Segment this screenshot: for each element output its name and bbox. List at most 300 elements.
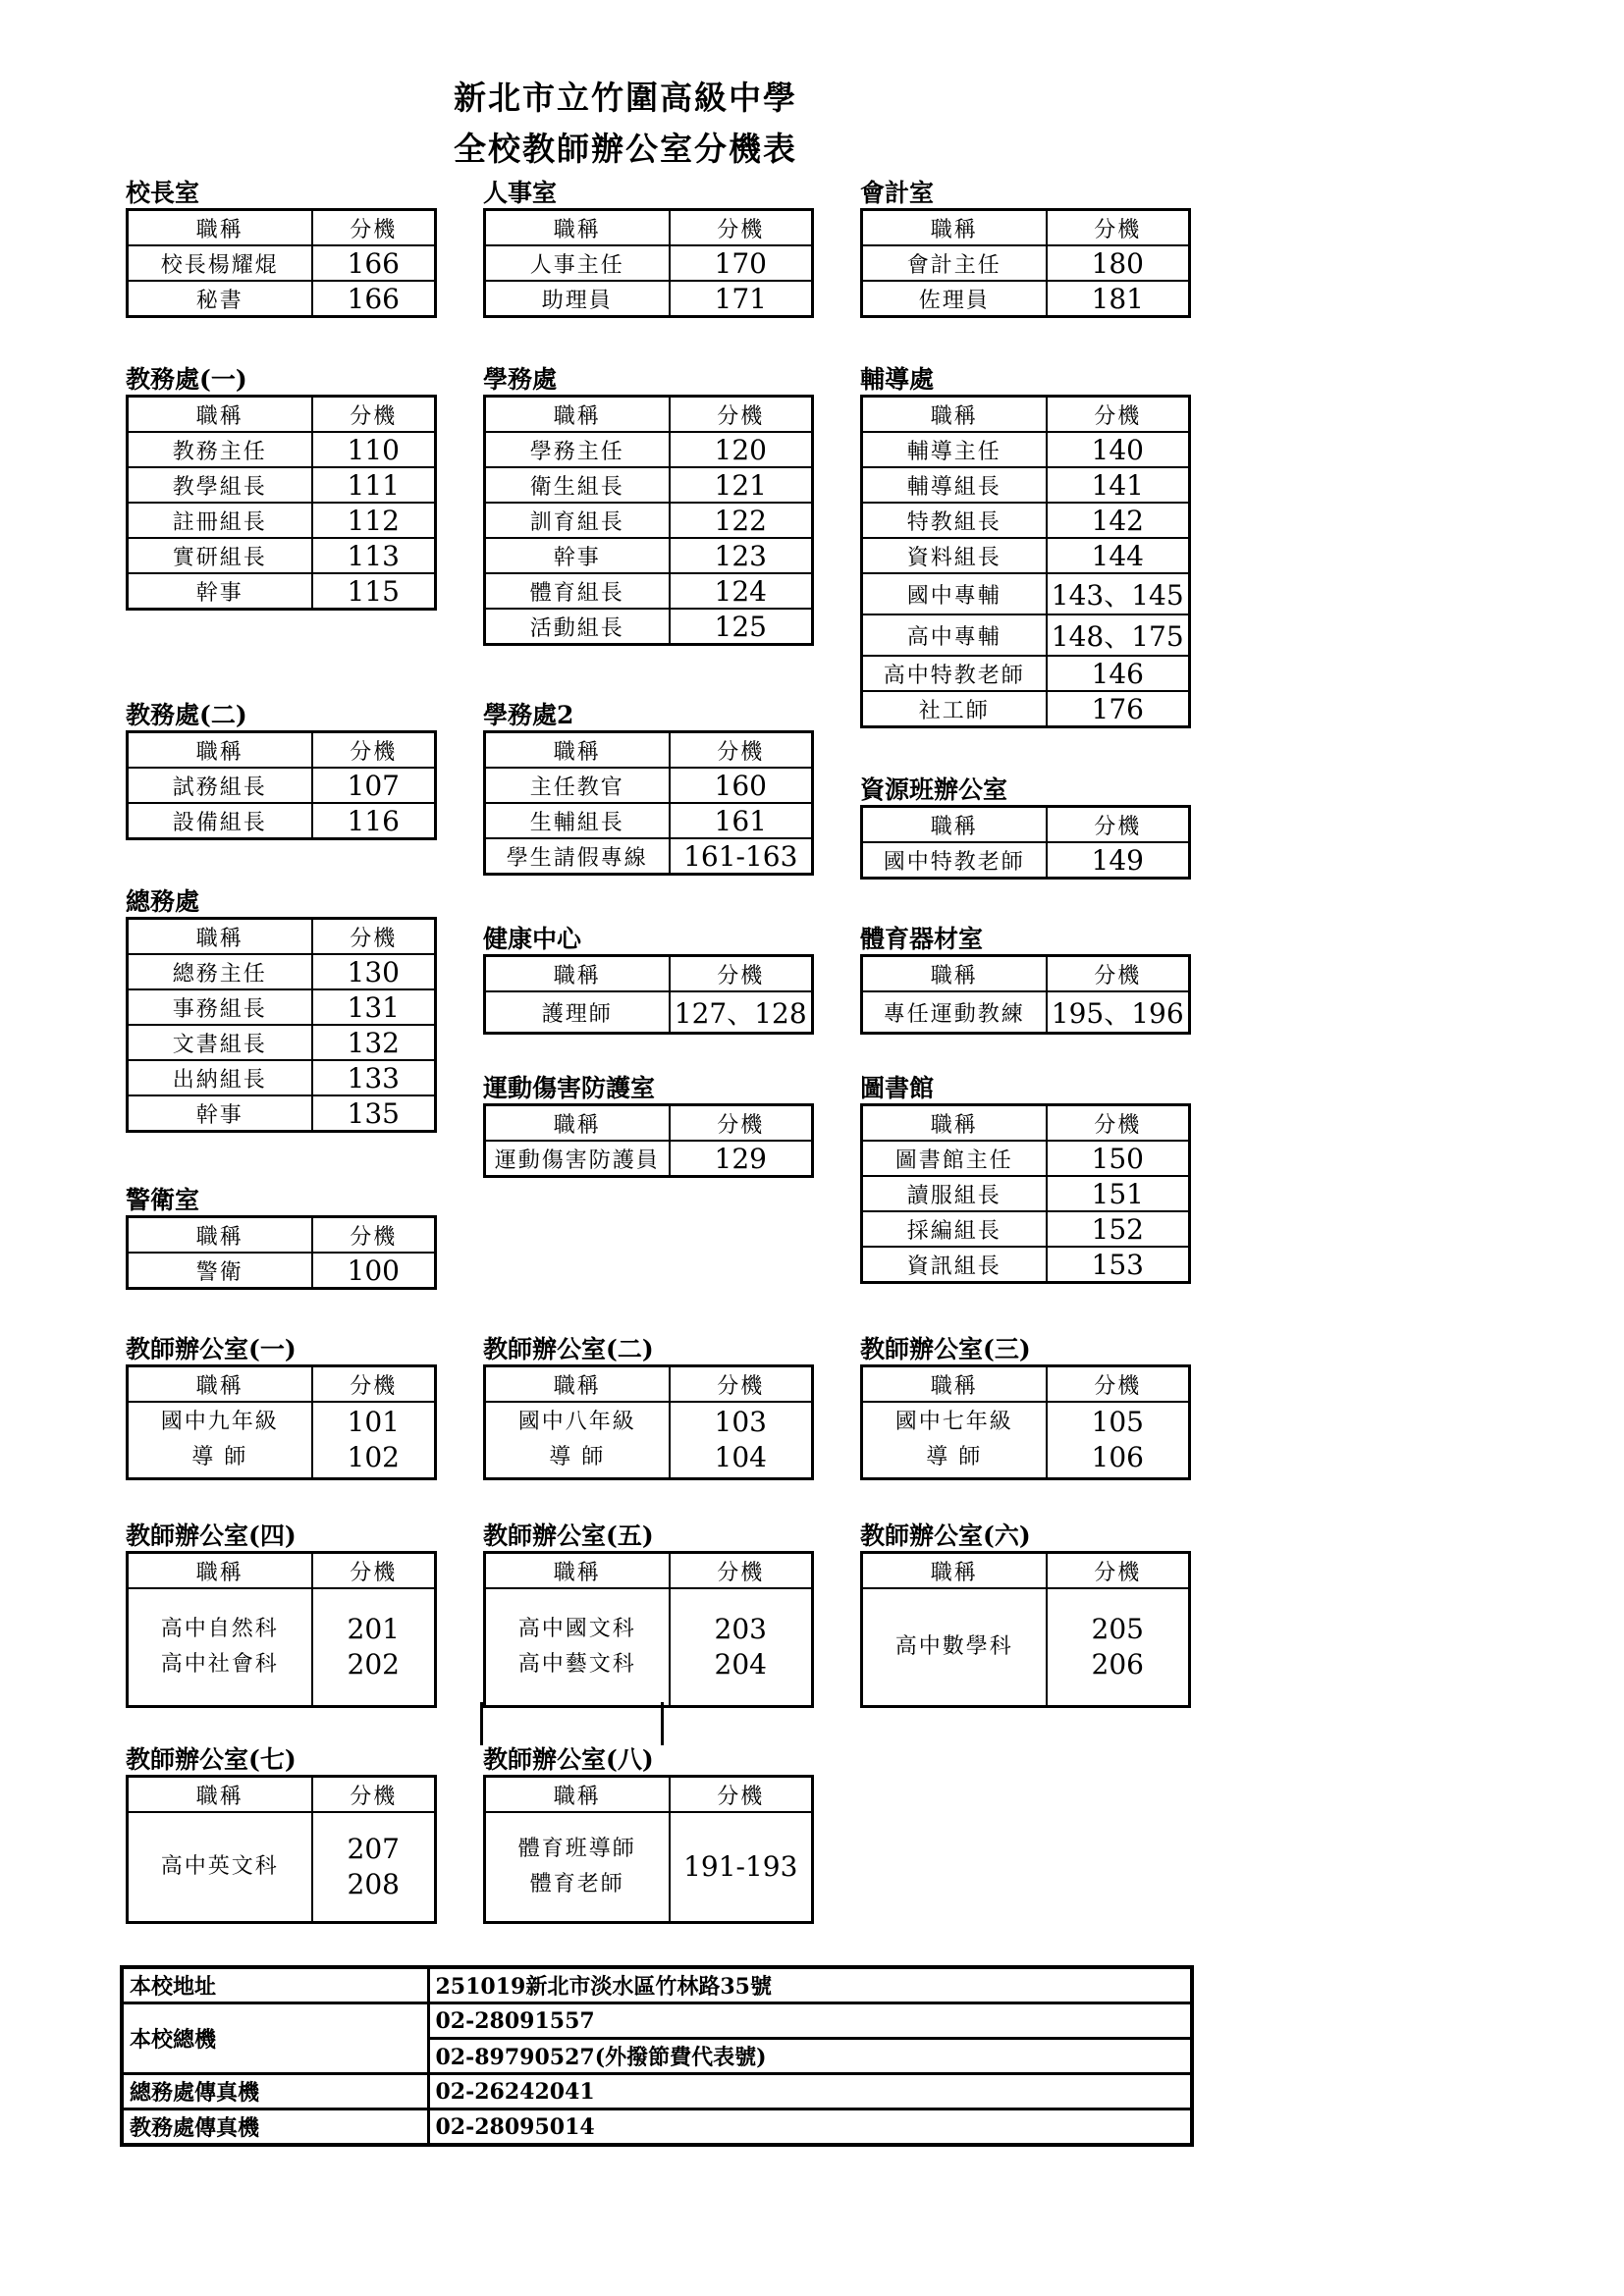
- role-cell: [862, 1402, 1047, 1479]
- table-header-row: [862, 807, 1190, 843]
- extension-cell: 161: [670, 803, 813, 838]
- section-principal: [126, 179, 437, 318]
- role-line: 國中八年級: [517, 1410, 636, 1434]
- section-title: 教師辦公室(六): [860, 1522, 1031, 1550]
- extension-line: 106: [1091, 1441, 1144, 1473]
- section-title: 教師辦公室(七): [126, 1745, 297, 1774]
- role-cell: 輔導主任: [862, 432, 1047, 467]
- role-cell: 國中特教老師: [862, 842, 1047, 879]
- extension-cell: 150: [1047, 1141, 1190, 1176]
- extension-cell: 113: [312, 538, 436, 573]
- table-row: [128, 768, 436, 803]
- extension-cell: 121: [670, 467, 813, 503]
- role-cell: 秘書: [128, 281, 312, 317]
- role-cell: 社工師: [862, 691, 1047, 727]
- role-line: 導 師: [549, 1445, 606, 1469]
- extension-cell: 143、145: [1047, 573, 1190, 614]
- role-line: 高中數學科: [894, 1634, 1013, 1659]
- table-row: [862, 573, 1190, 614]
- section-library: [860, 1074, 1191, 1284]
- header-extension: 分機: [312, 397, 436, 433]
- section-academic2: [126, 701, 437, 840]
- role-cell: 主任教官: [485, 768, 670, 803]
- table-row: [128, 1095, 436, 1132]
- table-header-row: [862, 1366, 1190, 1403]
- header-extension: 分機: [1047, 956, 1190, 992]
- table-header-row: [862, 210, 1190, 246]
- section-title: 圖書館: [860, 1074, 935, 1102]
- academic-fax-number: 02-28095014: [428, 2109, 1192, 2146]
- extension-cell: 131: [312, 989, 436, 1025]
- table-row: [862, 245, 1190, 281]
- extension-line: 201: [347, 1613, 400, 1645]
- table-row: [485, 1402, 813, 1479]
- role-cell: 實研組長: [128, 538, 312, 573]
- header-role: 職稱: [485, 1553, 670, 1589]
- extension-cell: 112: [312, 503, 436, 538]
- header-extension: 分機: [312, 1366, 436, 1403]
- role-cell: [485, 1588, 670, 1707]
- extension-line: 105: [1091, 1406, 1144, 1438]
- section-title: 總務處: [126, 887, 200, 916]
- role-cell: 警衛: [128, 1253, 312, 1289]
- header-role: 職稱: [862, 807, 1047, 843]
- table-row: [485, 503, 813, 538]
- table-header-row: [128, 1553, 436, 1589]
- extension-table: [860, 395, 1191, 728]
- role-cell: [485, 1812, 670, 1923]
- switchboard-label: 本校總機: [122, 2003, 428, 2074]
- header-extension: 分機: [312, 732, 436, 769]
- extension-cell: 120: [670, 432, 813, 467]
- table-header-row: [862, 1553, 1190, 1589]
- table-header-row: [485, 732, 813, 769]
- extension-cell: 127、128: [670, 991, 813, 1034]
- role-cell: 佐理員: [862, 281, 1047, 317]
- section-office5: [483, 1522, 814, 1708]
- role-cell: [128, 1402, 312, 1479]
- role-cell: 衛生組長: [485, 467, 670, 503]
- extension-cell: [312, 1812, 436, 1923]
- section-counseling: [860, 365, 1191, 728]
- table-row: [128, 1812, 436, 1923]
- role-line: 高中社會科: [160, 1652, 279, 1677]
- table-row: [862, 1211, 1190, 1247]
- section-title: 教師辦公室(二): [483, 1335, 654, 1363]
- extension-cell: 166: [312, 281, 436, 317]
- section-title: 教師辦公室(四): [126, 1522, 297, 1550]
- header-role: 職稱: [128, 210, 312, 246]
- table-header-row: [862, 1105, 1190, 1142]
- role-cell: 資料組長: [862, 538, 1047, 573]
- section-title: 教師辦公室(一): [126, 1335, 297, 1363]
- header-role: 職稱: [128, 397, 312, 433]
- extension-table: [860, 208, 1191, 318]
- extension-table: [483, 395, 814, 646]
- extension-table: [483, 1103, 814, 1178]
- table-row: [862, 538, 1190, 573]
- section-title: 人事室: [483, 179, 558, 207]
- extension-cell: 195、196: [1047, 991, 1190, 1034]
- table-row: [128, 467, 436, 503]
- header-extension: 分機: [1047, 1366, 1190, 1403]
- table-row: [862, 1141, 1190, 1176]
- role-cell: 讀服組長: [862, 1176, 1047, 1211]
- extension-cell: 107: [312, 768, 436, 803]
- role-cell: [128, 1588, 312, 1707]
- table-row: [862, 991, 1190, 1034]
- header-extension: 分機: [670, 1105, 813, 1142]
- role-cell: 幹事: [485, 538, 670, 573]
- document-title: 全校教師辦公室分機表: [454, 130, 797, 168]
- header-extension: 分機: [1047, 397, 1190, 433]
- extension-cell: 142: [1047, 503, 1190, 538]
- extension-line: 103: [714, 1406, 767, 1438]
- header-extension: 分機: [312, 919, 436, 955]
- table-row: [862, 281, 1190, 317]
- role-cell: 高中特教老師: [862, 656, 1047, 691]
- extension-table: [483, 1364, 814, 1480]
- role-cell: 學生請假專線: [485, 838, 670, 875]
- section-office8: [483, 1745, 814, 1924]
- table-header-row: [128, 1217, 436, 1254]
- extension-cell: [312, 1402, 436, 1479]
- role-cell: 特教組長: [862, 503, 1047, 538]
- role-cell: 人事主任: [485, 245, 670, 281]
- extension-cell: [670, 1402, 813, 1479]
- role-cell: [862, 1588, 1047, 1707]
- header-role: 職稱: [485, 732, 670, 769]
- extension-line: 203: [714, 1613, 767, 1645]
- role-cell: 教務主任: [128, 432, 312, 467]
- extension-table: [126, 1215, 437, 1290]
- section-title: 健康中心: [483, 925, 582, 953]
- extension-cell: 144: [1047, 538, 1190, 573]
- role-line: 導 師: [926, 1445, 983, 1469]
- table-row: [128, 573, 436, 610]
- table-row: [862, 1176, 1190, 1211]
- header-role: 職稱: [862, 210, 1047, 246]
- section-title: 體育器材室: [860, 925, 984, 953]
- table-row: [862, 656, 1190, 691]
- extension-table: [483, 730, 814, 876]
- role-line: 高中藝文科: [517, 1652, 636, 1677]
- role-cell: 輔導組長: [862, 467, 1047, 503]
- header-role: 職稱: [862, 1553, 1047, 1589]
- table-row: [485, 245, 813, 281]
- role-cell: 教學組長: [128, 467, 312, 503]
- academic-fax-label: 教務處傳真機: [122, 2109, 428, 2146]
- extension-cell: 176: [1047, 691, 1190, 727]
- table-row: [862, 432, 1190, 467]
- header-role: 職稱: [862, 1105, 1047, 1142]
- extension-line: 104: [714, 1441, 767, 1473]
- section-title: 會計室: [860, 179, 935, 207]
- section-title: 教務處(二): [126, 701, 247, 729]
- table-row: [128, 538, 436, 573]
- section-title: 教師辦公室(五): [483, 1522, 654, 1550]
- extension-table: [126, 1364, 437, 1480]
- extension-cell: 171: [670, 281, 813, 317]
- header-extension: 分機: [1047, 1553, 1190, 1589]
- extension-table: [126, 917, 437, 1133]
- section-office4: [126, 1522, 437, 1708]
- role-line: 高中國文科: [517, 1617, 636, 1641]
- table-row: [128, 503, 436, 538]
- extension-table: [126, 395, 437, 611]
- table-row: [128, 803, 436, 839]
- header-role: 職稱: [862, 1366, 1047, 1403]
- table-header-row: [128, 210, 436, 246]
- table-row: [485, 1588, 813, 1707]
- role-cell: 訓育組長: [485, 503, 670, 538]
- extension-cell: 135: [312, 1095, 436, 1132]
- section-title: 校長室: [126, 179, 200, 207]
- extension-cell: 141: [1047, 467, 1190, 503]
- extension-cell: 140: [1047, 432, 1190, 467]
- header-role: 職稱: [128, 1553, 312, 1589]
- extension-cell: 148、175: [1047, 614, 1190, 656]
- table-row: [862, 503, 1190, 538]
- extension-table: [126, 730, 437, 840]
- section-injury: [483, 1074, 814, 1178]
- section-student: [483, 365, 814, 646]
- role-line: 高中英文科: [160, 1854, 279, 1879]
- section-office3: [860, 1335, 1191, 1480]
- extension-table: [860, 1364, 1191, 1480]
- header-role: 職稱: [485, 956, 670, 992]
- extension-cell: 129: [670, 1141, 813, 1177]
- section-resource: [860, 775, 1191, 880]
- header-extension: 分機: [1047, 210, 1190, 246]
- extension-cell: [670, 1812, 813, 1923]
- table-row: [862, 1247, 1190, 1283]
- table-row: [128, 1402, 436, 1479]
- extension-cell: 160: [670, 768, 813, 803]
- table-row: [485, 768, 813, 803]
- section-title: 教師辦公室(八): [483, 1745, 654, 1774]
- extension-cell: 149: [1047, 842, 1190, 879]
- extension-line: 206: [1091, 1648, 1144, 1681]
- header-extension: 分機: [1047, 807, 1190, 843]
- section-title: 教務處(一): [126, 365, 247, 394]
- section-guard: [126, 1186, 437, 1290]
- role-cell: 護理師: [485, 991, 670, 1034]
- divider-line: [661, 1702, 664, 1745]
- header-extension: 分機: [312, 1553, 436, 1589]
- role-cell: 運動傷害防護員: [485, 1141, 670, 1177]
- table-row: [485, 803, 813, 838]
- switchboard-outbound-number: 02-89790527(外撥節費代表號): [428, 2039, 1192, 2074]
- header-extension: 分機: [670, 956, 813, 992]
- header-role: 職稱: [485, 397, 670, 433]
- table-header-row: [485, 1366, 813, 1403]
- table-row: [485, 573, 813, 609]
- header-role: 職稱: [128, 1777, 312, 1813]
- extension-table: [126, 1551, 437, 1708]
- extension-cell: 152: [1047, 1211, 1190, 1247]
- table-header-row: [128, 732, 436, 769]
- extension-cell: 124: [670, 573, 813, 609]
- role-cell: 高中專輔: [862, 614, 1047, 656]
- extension-table: [860, 805, 1191, 880]
- extension-cell: 125: [670, 609, 813, 645]
- table-row: [862, 467, 1190, 503]
- table-row: [862, 614, 1190, 656]
- table-header-row: [128, 1777, 436, 1813]
- role-cell: [485, 1402, 670, 1479]
- table-row: [485, 1812, 813, 1923]
- table-row: [128, 954, 436, 989]
- extension-cell: 100: [312, 1253, 436, 1289]
- table-row: [485, 1141, 813, 1177]
- section-sports-equipment: [860, 925, 1191, 1035]
- extension-line: 207: [347, 1833, 400, 1865]
- table-header-row: [862, 956, 1190, 992]
- general-fax-label: 總務處傳真機: [122, 2074, 428, 2109]
- section-student2: [483, 701, 814, 876]
- role-cell: 圖書館主任: [862, 1141, 1047, 1176]
- role-cell: 資訊組長: [862, 1247, 1047, 1283]
- table-row: [485, 609, 813, 645]
- header-extension: 分機: [670, 210, 813, 246]
- header-extension: 分機: [1047, 1105, 1190, 1142]
- role-cell: 國中專輔: [862, 573, 1047, 614]
- table-row: [128, 989, 436, 1025]
- section-title: 學務處: [483, 365, 558, 394]
- extension-cell: 122: [670, 503, 813, 538]
- extension-cell: 133: [312, 1060, 436, 1095]
- table-row: [128, 1253, 436, 1289]
- extension-cell: [1047, 1402, 1190, 1479]
- table-header-row: [485, 1777, 813, 1813]
- section-personnel: [483, 179, 814, 318]
- extension-table: [483, 1775, 814, 1924]
- table-header-row: [485, 397, 813, 433]
- table-header-row: [128, 397, 436, 433]
- address-value: 251019新北市淡水區竹林路35號: [428, 1967, 1192, 2003]
- table-header-row: [485, 1553, 813, 1589]
- role-cell: 幹事: [128, 1095, 312, 1132]
- table-row: [128, 245, 436, 281]
- section-office6: [860, 1522, 1191, 1708]
- role-line: 體育老師: [529, 1872, 624, 1896]
- table-row: [862, 842, 1190, 879]
- role-cell: 助理員: [485, 281, 670, 317]
- role-cell: 試務組長: [128, 768, 312, 803]
- extension-cell: 132: [312, 1025, 436, 1060]
- header-extension: 分機: [670, 1553, 813, 1589]
- section-office7: [126, 1745, 437, 1924]
- section-office2: [483, 1335, 814, 1480]
- table-header-row: [485, 210, 813, 246]
- header-role: 職稱: [485, 1777, 670, 1813]
- role-cell: 事務組長: [128, 989, 312, 1025]
- header-extension: 分機: [312, 210, 436, 246]
- extension-table: [860, 1103, 1191, 1284]
- extension-line: 101: [347, 1406, 400, 1438]
- section-title: 教師辦公室(三): [860, 1335, 1031, 1363]
- table-row: [128, 1025, 436, 1060]
- table-header-row: [485, 1105, 813, 1142]
- extension-cell: 166: [312, 245, 436, 281]
- switchboard-number: 02-28091557: [428, 2003, 1192, 2039]
- section-office1: [126, 1335, 437, 1480]
- header-extension: 分機: [670, 1777, 813, 1813]
- header-role: 職稱: [128, 1366, 312, 1403]
- header-role: 職稱: [485, 210, 670, 246]
- role-cell: 學務主任: [485, 432, 670, 467]
- role-cell: 出納組長: [128, 1060, 312, 1095]
- extension-cell: 111: [312, 467, 436, 503]
- header-role: 職稱: [128, 732, 312, 769]
- role-line: 高中自然科: [160, 1617, 279, 1641]
- role-cell: 活動組長: [485, 609, 670, 645]
- table-row: [128, 1060, 436, 1095]
- role-cell: 總務主任: [128, 954, 312, 989]
- header-extension: 分機: [670, 732, 813, 769]
- section-title: 警衛室: [126, 1186, 200, 1214]
- section-health: [483, 925, 814, 1035]
- role-cell: 體育組長: [485, 573, 670, 609]
- extension-cell: 110: [312, 432, 436, 467]
- extension-line: 191-193: [683, 1850, 798, 1883]
- role-cell: [128, 1812, 312, 1923]
- extension-cell: 123: [670, 538, 813, 573]
- role-cell: 會計主任: [862, 245, 1047, 281]
- section-accounting: [860, 179, 1191, 318]
- table-header-row: [128, 919, 436, 955]
- extension-line: 205: [1091, 1613, 1144, 1645]
- extension-line: 208: [347, 1868, 400, 1900]
- table-row: [485, 281, 813, 317]
- extension-cell: 161-163: [670, 838, 813, 875]
- header-role: 職稱: [485, 1105, 670, 1142]
- school-info-table: [120, 1965, 1194, 2147]
- table-row: [485, 432, 813, 467]
- table-row: [485, 838, 813, 875]
- section-academic1: [126, 365, 437, 611]
- section-title: 資源班辦公室: [860, 775, 1008, 804]
- extension-cell: 146: [1047, 656, 1190, 691]
- role-cell: 設備組長: [128, 803, 312, 839]
- table-row: [485, 991, 813, 1034]
- school-name: 新北市立竹圍高級中學: [454, 79, 797, 117]
- header-role: 職稱: [862, 956, 1047, 992]
- extension-cell: 181: [1047, 281, 1190, 317]
- general-fax-number: 02-26242041: [428, 2074, 1192, 2109]
- role-cell: 採編組長: [862, 1211, 1047, 1247]
- extension-line: 202: [347, 1648, 400, 1681]
- table-header-row: [128, 1366, 436, 1403]
- address-label: 本校地址: [122, 1967, 428, 2003]
- extension-cell: [670, 1588, 813, 1707]
- extension-table: [860, 954, 1191, 1035]
- extension-cell: 116: [312, 803, 436, 839]
- role-cell: 生輔組長: [485, 803, 670, 838]
- table-row: [862, 691, 1190, 727]
- role-cell: 文書組長: [128, 1025, 312, 1060]
- extension-cell: 151: [1047, 1176, 1190, 1211]
- header-extension: 分機: [670, 1366, 813, 1403]
- role-line: 國中九年級: [160, 1410, 279, 1434]
- extension-table: [126, 1775, 437, 1924]
- header-extension: 分機: [312, 1217, 436, 1254]
- extension-table: [126, 208, 437, 318]
- table-header-row: [862, 397, 1190, 433]
- role-line: 國中七年級: [894, 1410, 1013, 1434]
- table-row: [128, 281, 436, 317]
